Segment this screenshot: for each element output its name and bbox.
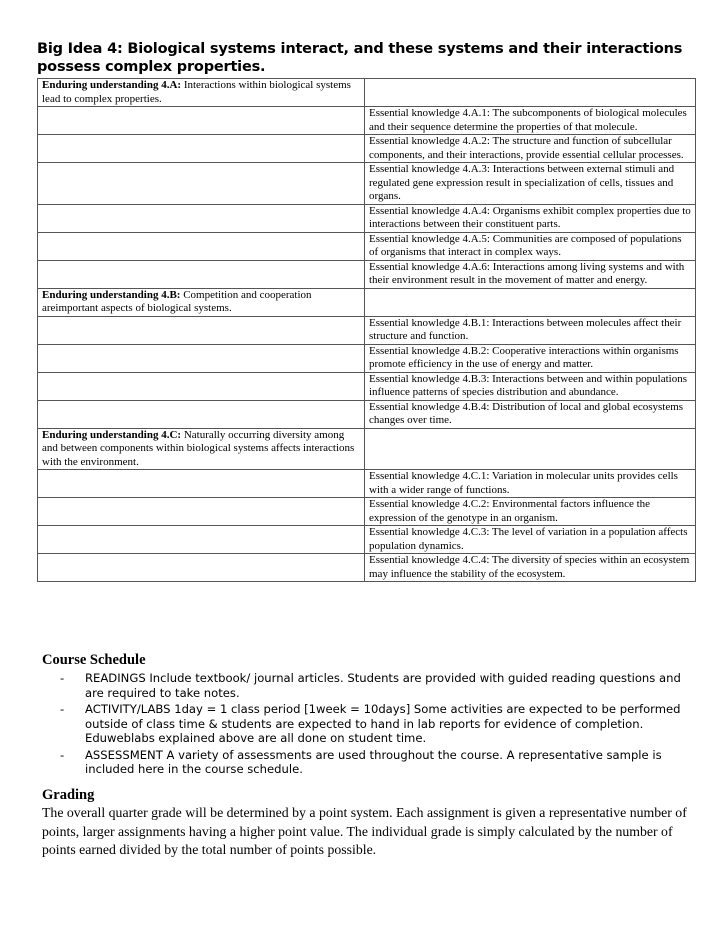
empty-cell <box>38 344 365 372</box>
essential-knowledge-cell: Essential knowledge 4.C.1: Variation in molecular units provides cells with a wider range of functions. <box>365 470 696 498</box>
essential-knowledge-row <box>38 372 696 400</box>
essential-knowledge-row <box>38 260 696 288</box>
essential-knowledge-cell: Essential knowledge 4.A.5: Communities are composed of populations of organisms that interact in complex ways. <box>365 232 696 260</box>
essential-knowledge-cell: Essential knowledge 4.B.2: Cooperative interactions within organisms promote efficiency in the use of energy and matter. <box>365 344 696 372</box>
enduring-understanding-label: Enduring understanding 4.B: <box>42 288 181 301</box>
enduring-understanding-cell <box>38 428 365 470</box>
empty-cell <box>365 428 696 470</box>
empty-cell <box>38 526 365 554</box>
empty-cell <box>38 316 365 344</box>
essential-knowledge-row <box>38 470 696 498</box>
essential-knowledge-table <box>37 78 696 582</box>
essential-knowledge-row <box>38 135 696 163</box>
empty-cell <box>38 163 365 205</box>
empty-cell <box>38 470 365 498</box>
grading-body: The overall quarter grade will be determined by a point system. Each assignment is given a representative number of points, larger assignments having a higher point value. The individual grade is simply calculated by the number of points earned divided by the total number of points possible. <box>42 805 687 857</box>
schedule-item-activity-labs: - ACTIVITY/LABS 1day = 1 class period [1week = 10days] Some activities are expected to be performed outside of class time & students are expected to hand in lab reports for evidence of completion. Eduweblabs explained above are all done on student time. <box>60 702 681 745</box>
essential-knowledge-cell: Essential knowledge 4.B.4: Distribution of local and global ecosystems changes over time. <box>365 400 696 428</box>
essential-knowledge-cell: Essential knowledge 4.A.3: Interactions between external stimuli and regulated gene expression result in specialization of cells, tissues and organs. <box>365 163 696 205</box>
essential-knowledge-row <box>38 107 696 135</box>
grading-section <box>42 787 692 860</box>
document-page <box>37 40 689 582</box>
essential-knowledge-row <box>38 526 696 554</box>
essential-knowledge-cell: Essential knowledge 4.A.1: The subcomponents of biological molecules and their sequence determine the properties of that molecule. <box>365 107 696 135</box>
empty-cell <box>38 554 365 582</box>
essential-knowledge-row <box>38 344 696 372</box>
essential-knowledge-cell: Essential knowledge 4.C.3: The level of variation in a population affects population dynamics. <box>365 526 696 554</box>
grading-heading: Grading <box>42 787 95 803</box>
essential-knowledge-cell: Essential knowledge 4.C.2: Environmental factors influence the expression of the genotype in an organism. <box>365 498 696 526</box>
schedule-item-readings: - READINGS Include textbook/ journal articles. Students are provided with guided reading questions and are required to take notes. <box>60 671 681 700</box>
empty-cell <box>38 400 365 428</box>
empty-cell <box>38 204 365 232</box>
enduring-understanding-label: Enduring understanding 4.A: <box>42 79 182 91</box>
enduring-understanding-row <box>38 288 696 316</box>
enduring-understanding-cell <box>38 288 365 316</box>
essential-knowledge-cell: Essential knowledge 4.B.3: Interactions between and within populations influence patterns of species distribution and abundance. <box>365 372 696 400</box>
empty-cell <box>365 288 696 316</box>
essential-knowledge-row <box>38 554 696 582</box>
essential-knowledge-cell: Essential knowledge 4.B.1: Interactions between molecules affect their structure and function. <box>365 316 696 344</box>
empty-cell <box>38 135 365 163</box>
course-schedule-list <box>42 671 702 777</box>
enduring-understanding-cell <box>38 79 365 107</box>
essential-knowledge-row <box>38 400 696 428</box>
enduring-understanding-row <box>38 79 696 107</box>
enduring-understanding-text: Interactions within biological systems lead to complex properties. <box>42 79 351 105</box>
empty-cell <box>38 232 365 260</box>
enduring-understanding-text: Competition and cooperation areimportant aspects of biological systems. <box>42 288 312 314</box>
empty-cell <box>38 107 365 135</box>
empty-cell <box>365 79 696 107</box>
empty-cell <box>38 260 365 288</box>
essential-knowledge-row <box>38 204 696 232</box>
course-schedule-section <box>42 652 702 779</box>
empty-cell <box>38 372 365 400</box>
essential-knowledge-row <box>38 232 696 260</box>
empty-cell <box>38 498 365 526</box>
enduring-understanding-row <box>38 428 696 470</box>
big-idea-title: Big Idea 4: Biological systems interact, and these systems and their interactions possess complex properties. <box>37 41 683 75</box>
essential-knowledge-row <box>38 498 696 526</box>
essential-knowledge-cell: Essential knowledge 4.A.2: The structure and function of subcellular components, and their interactions, provide essential cellular processes. <box>365 135 696 163</box>
schedule-item-assessment: - ASSESSMENT A variety of assessments are used throughout the course. A representative sample is included here in the course schedule. <box>60 747 662 776</box>
essential-knowledge-cell: Essential knowledge 4.A.6: Interactions among living systems and with their environment result in the movement of matter and energy. <box>365 260 696 288</box>
essential-knowledge-row <box>38 163 696 205</box>
enduring-understanding-text: Naturally occurring diversity among and between components within biological systems affects interactions with the environment. <box>42 428 355 468</box>
course-schedule-heading: Course Schedule <box>42 652 146 668</box>
essential-knowledge-row <box>38 316 696 344</box>
essential-knowledge-cell: Essential knowledge 4.C.4: The diversity of species within an ecosystem may influence the stability of the ecosystem. <box>365 554 696 582</box>
enduring-understanding-label: Enduring understanding 4.C: <box>42 428 182 441</box>
essential-knowledge-cell: Essential knowledge 4.A.4: Organisms exhibit complex properties due to interactions between their constituent parts. <box>365 204 696 232</box>
